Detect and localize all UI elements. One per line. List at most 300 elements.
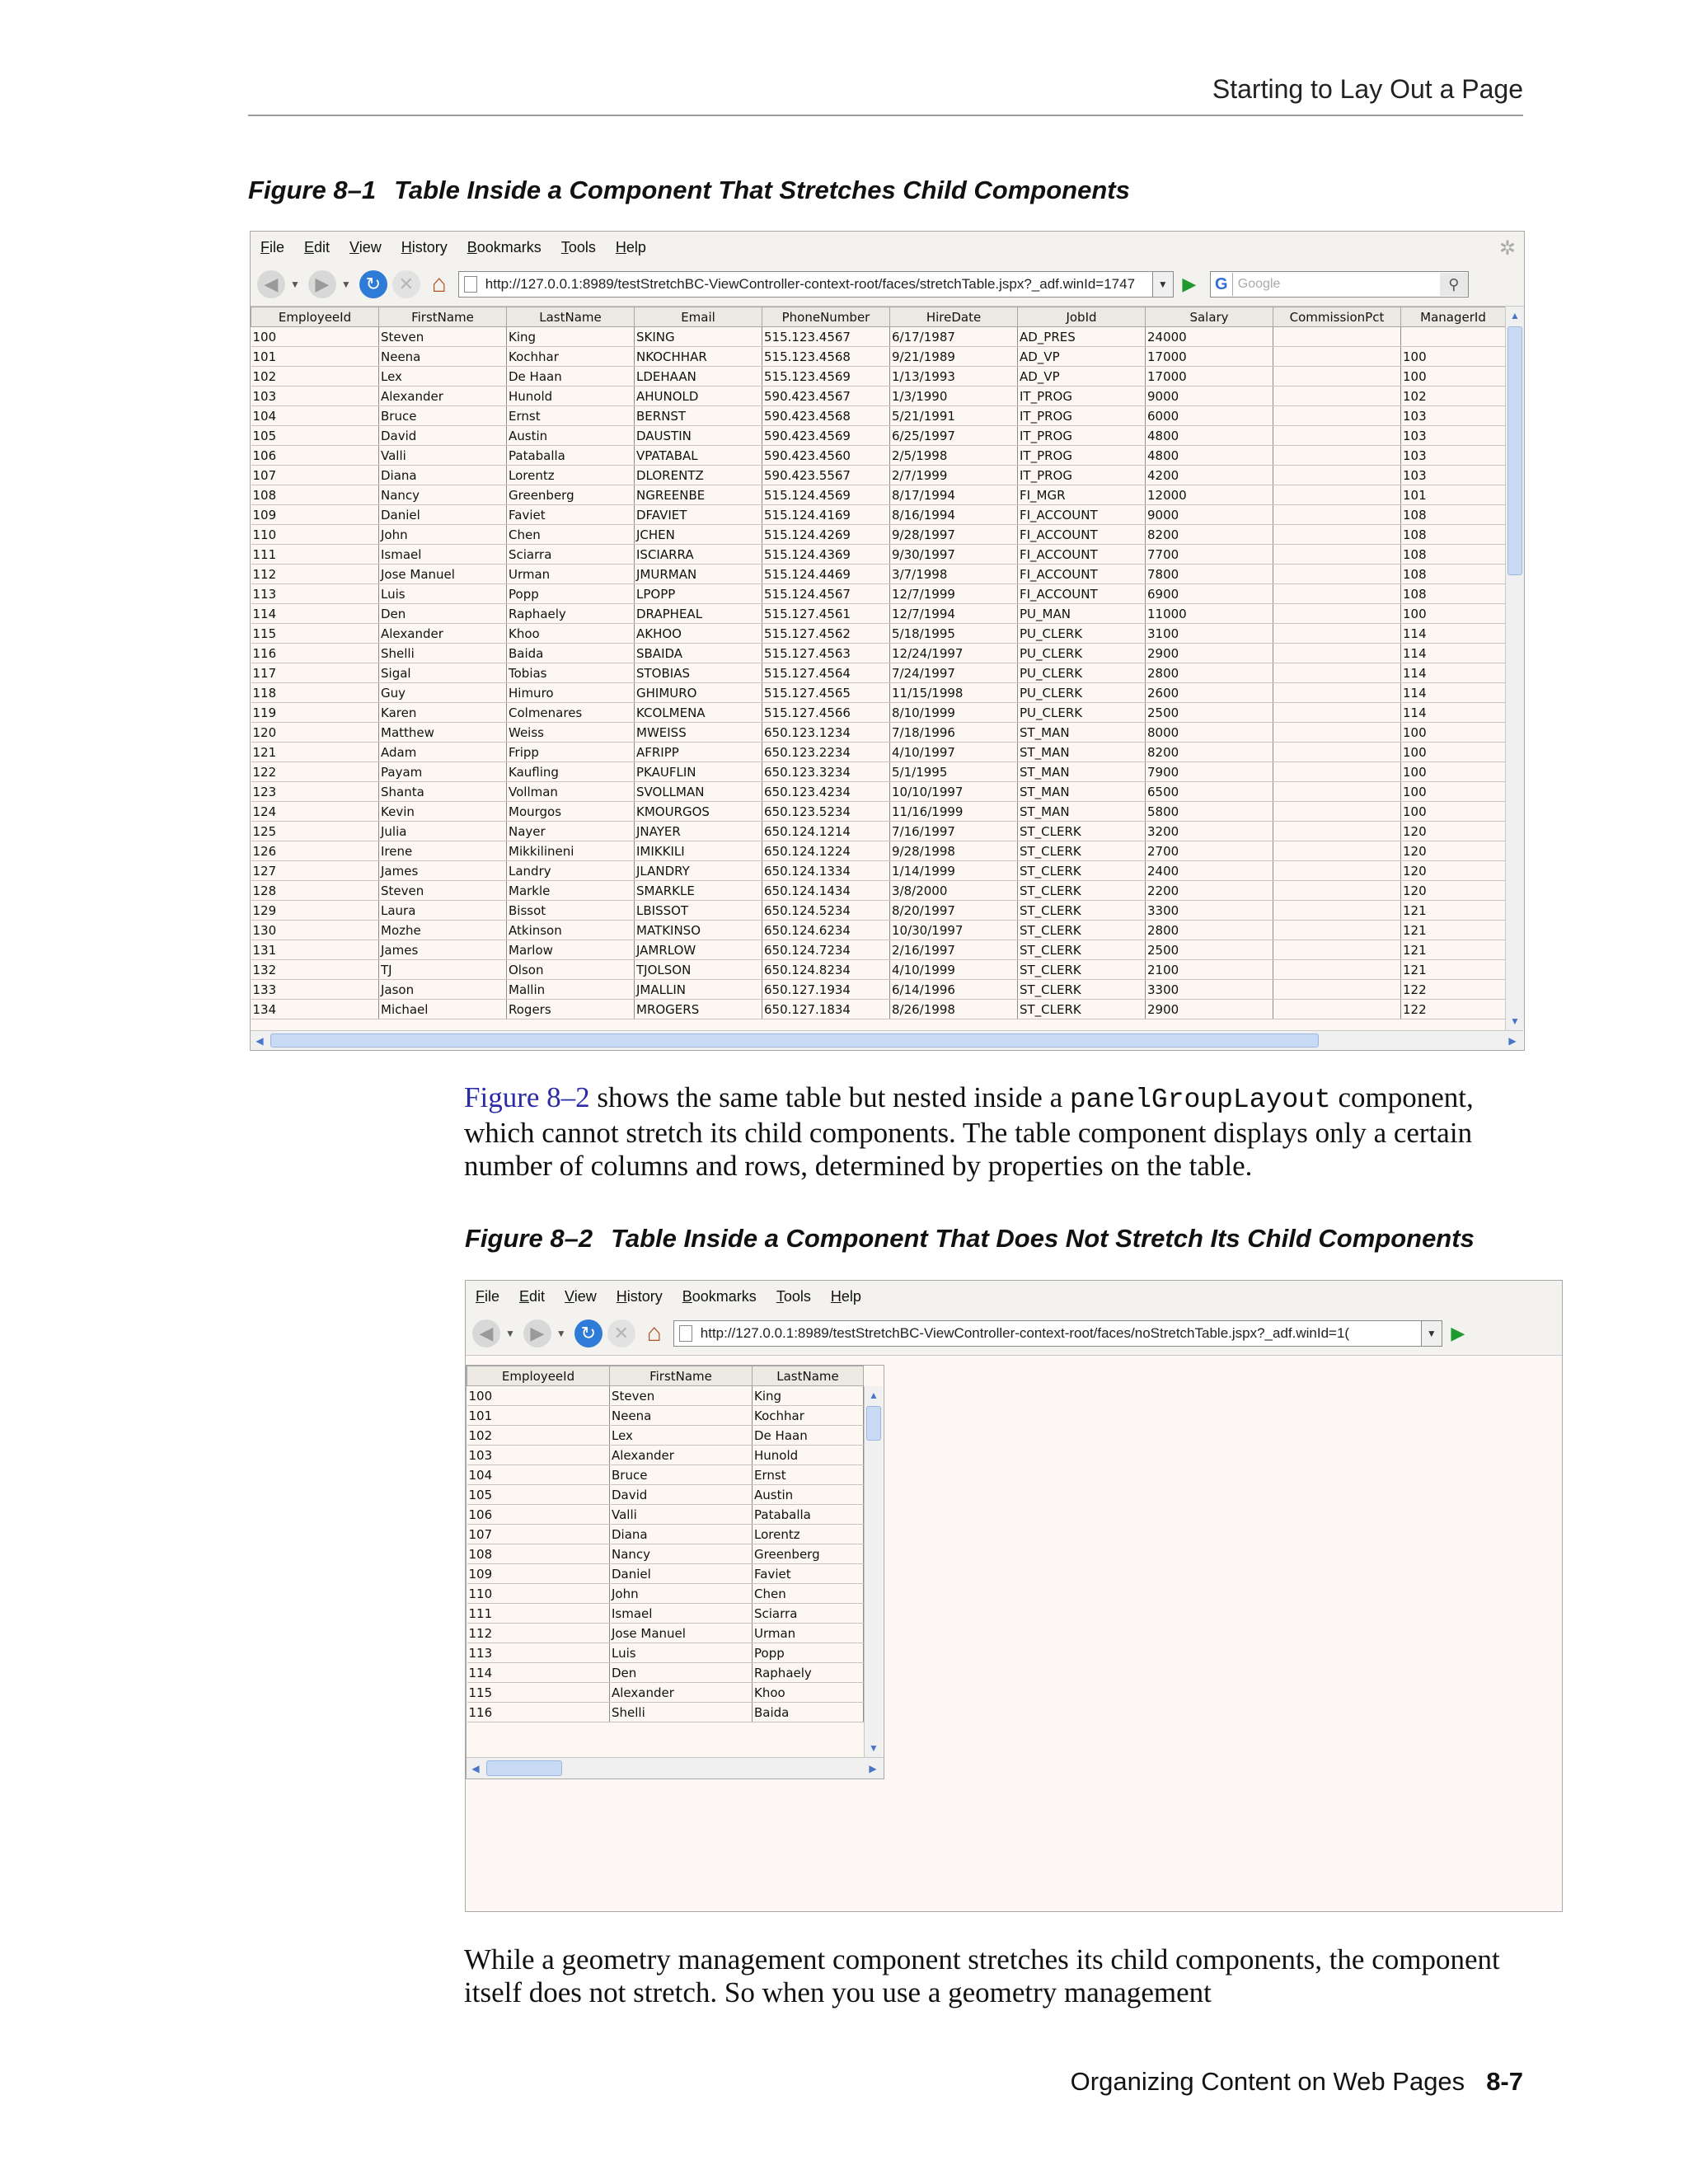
table-row[interactable] [251, 406, 1506, 426]
table-cell: 123 [251, 782, 379, 802]
google-search-engine-icon[interactable]: G [1211, 273, 1233, 296]
table-cell: 1/14/1999 [890, 861, 1018, 881]
table-cell: Raphaely [507, 604, 635, 624]
scroll-left-icon[interactable]: ◀ [471, 1762, 480, 1774]
table-cell: 515.123.4568 [762, 347, 890, 367]
table-cell: Greenberg [753, 1544, 864, 1564]
back-history-dropdown-icon[interactable]: ▼ [505, 1328, 515, 1339]
menu-file[interactable]: File [476, 1287, 500, 1305]
table-cell: Nancy [610, 1544, 753, 1564]
back-history-dropdown-icon[interactable]: ▼ [290, 279, 300, 290]
table-row[interactable] [251, 683, 1506, 703]
table-cell: 8/17/1994 [890, 485, 1018, 505]
column-header[interactable]: EmployeeId [467, 1366, 610, 1386]
table-row[interactable] [251, 861, 1506, 881]
table-row[interactable] [467, 1426, 864, 1446]
table-cell [1273, 426, 1401, 446]
table-row[interactable] [251, 822, 1506, 841]
table-cell: 121 [1401, 901, 1506, 921]
table-cell: John [379, 525, 507, 545]
table-cell: SMARKLE [635, 881, 762, 901]
vertical-scroll-thumb[interactable] [866, 1406, 881, 1441]
table-cell: 6000 [1146, 406, 1273, 426]
table-cell: John [610, 1584, 753, 1604]
table-cell: Faviet [507, 505, 635, 525]
table-cell: PU_MAN [1018, 604, 1146, 624]
table-row[interactable] [467, 1683, 864, 1703]
table-cell: 515.127.4563 [762, 644, 890, 663]
figure-title: Table Inside a Component That Does Not Stretch Its Child Components [611, 1224, 1475, 1253]
table-row[interactable] [467, 1525, 864, 1544]
table-cell: 7/24/1997 [890, 663, 1018, 683]
table-row[interactable] [251, 723, 1506, 743]
column-header[interactable]: Salary [1146, 307, 1273, 327]
table-cell [1273, 822, 1401, 841]
table-cell: 4800 [1146, 446, 1273, 466]
table-cell: 117 [251, 663, 379, 683]
horizontal-scroll-thumb[interactable] [486, 1760, 562, 1776]
table-row[interactable] [251, 565, 1506, 584]
table-cell [1273, 525, 1401, 545]
table-cell: Kaufling [507, 762, 635, 782]
table-row[interactable] [251, 426, 1506, 446]
table-cell: Laura [379, 901, 507, 921]
table-cell: 130 [251, 921, 379, 940]
reload-icon[interactable]: ↻ [359, 270, 387, 298]
table-cell: TJOLSON [635, 960, 762, 980]
table-cell: STOBIAS [635, 663, 762, 683]
table-cell: 9/28/1997 [890, 525, 1018, 545]
table-cell [1273, 584, 1401, 604]
table-row[interactable] [251, 782, 1506, 802]
paragraph-text: component, which cannot stretch its child components. The table component displays only a certain number of columns and rows, determined by properties on the table. [464, 1081, 1474, 1182]
table-header-row [467, 1366, 864, 1386]
table-cell: Diana [379, 466, 507, 485]
table-cell: Den [610, 1663, 753, 1683]
column-header[interactable]: FirstName [379, 307, 507, 327]
table-cell: FI_ACCOUNT [1018, 565, 1146, 584]
menu-file[interactable]: File [260, 238, 285, 255]
table-cell: 4/10/1997 [890, 743, 1018, 762]
table-row[interactable] [467, 1663, 864, 1683]
table-cell: Steven [379, 327, 507, 347]
table-cell: AD_VP [1018, 347, 1146, 367]
table-row[interactable] [251, 525, 1506, 545]
column-header[interactable]: LastName [753, 1366, 864, 1386]
stop-icon[interactable]: ✕ [392, 270, 420, 298]
back-arrow-icon[interactable]: ◀ [472, 1319, 500, 1347]
table-cell: 515.124.4169 [762, 505, 890, 525]
table-cell: 2800 [1146, 921, 1273, 940]
address-dropdown-icon[interactable]: ▼ [1422, 1320, 1442, 1347]
home-icon[interactable]: ⌂ [431, 270, 447, 298]
table-cell: 100 [1401, 347, 1506, 367]
table-cell: 590.423.4560 [762, 446, 890, 466]
table-cell: Neena [610, 1406, 753, 1426]
vertical-scrollbar[interactable] [864, 1386, 883, 1757]
table-cell: Lorentz [507, 466, 635, 485]
table-row[interactable] [251, 901, 1506, 921]
table-cell: 126 [251, 841, 379, 861]
table-cell: 104 [467, 1465, 610, 1485]
table-cell: Mourgos [507, 802, 635, 822]
table-row[interactable] [467, 1703, 864, 1722]
menu-tools[interactable]: Tools [560, 238, 596, 255]
menu-tools[interactable]: Tools [776, 1287, 811, 1305]
forward-arrow-icon[interactable]: ▶ [523, 1319, 551, 1347]
home-icon[interactable]: ⌂ [646, 1319, 662, 1347]
table-cell: 2600 [1146, 683, 1273, 703]
horizontal-scrollbar[interactable] [251, 1030, 1523, 1050]
table-cell: Raphaely [753, 1663, 864, 1683]
table-row[interactable] [251, 367, 1506, 387]
table-cell: 5/21/1991 [890, 406, 1018, 426]
table-cell: 515.124.4369 [762, 545, 890, 565]
table-cell: Steven [379, 881, 507, 901]
table-cell: 107 [467, 1525, 610, 1544]
table-cell: ST_CLERK [1018, 940, 1146, 960]
table-cell: 650.123.2234 [762, 743, 890, 762]
table-cell: 120 [251, 723, 379, 743]
table-cell: 10/30/1997 [890, 921, 1018, 940]
inline-code: panelGroupLayout [1069, 1085, 1331, 1115]
table-cell: Jose Manuel [610, 1624, 753, 1643]
table-cell: Sciarra [507, 545, 635, 565]
table-cell: IT_PROG [1018, 466, 1146, 485]
search-box[interactable] [1210, 271, 1469, 298]
reload-icon[interactable]: ↻ [574, 1319, 603, 1347]
address-bar[interactable] [673, 1320, 1422, 1347]
table-cell: 5/1/1995 [890, 762, 1018, 782]
table-cell: 515.127.4561 [762, 604, 890, 624]
table-cell: NGREENBE [635, 485, 762, 505]
table-cell: 2400 [1146, 861, 1273, 881]
table-cell: Daniel [379, 505, 507, 525]
table-cell: ST_CLERK [1018, 921, 1146, 940]
table-cell: ST_CLERK [1018, 841, 1146, 861]
address-bar[interactable] [458, 271, 1153, 298]
table-cell: King [507, 327, 635, 347]
table-cell: Shelli [610, 1703, 753, 1722]
table-cell: LBISSOT [635, 901, 762, 921]
figure-cross-reference[interactable]: Figure 8–2 [464, 1081, 590, 1113]
figure-caption [248, 176, 1130, 205]
table-row[interactable] [251, 663, 1506, 683]
table-cell: 114 [467, 1663, 610, 1683]
table-cell: Mallin [507, 980, 635, 1000]
table-cell: Popp [753, 1643, 864, 1663]
table-cell: 3300 [1146, 980, 1273, 1000]
table-cell: Lex [379, 367, 507, 387]
table-cell: AFRIPP [635, 743, 762, 762]
table-cell: JMURMAN [635, 565, 762, 584]
table-cell: 120 [1401, 822, 1506, 841]
table-cell: Adam [379, 743, 507, 762]
table-cell [1273, 703, 1401, 723]
table-cell: 515.123.4569 [762, 367, 890, 387]
table-cell: Hunold [753, 1446, 864, 1465]
table-cell: Baida [753, 1703, 864, 1722]
table-row[interactable] [251, 841, 1506, 861]
table-cell [1273, 663, 1401, 683]
table-row[interactable] [251, 545, 1506, 565]
table-row[interactable] [467, 1465, 864, 1485]
table-row[interactable] [467, 1446, 864, 1465]
table-cell: 3300 [1146, 901, 1273, 921]
column-header[interactable]: CommissionPct [1273, 307, 1401, 327]
address-url: http://127.0.0.1:8989/testStretchBC-ViewController-context-root/faces/stretchTable.jspx?_adf.winId=1747 [485, 276, 1136, 292]
table-cell: Himuro [507, 683, 635, 703]
table-cell: Julia [379, 822, 507, 841]
table-cell: Payam [379, 762, 507, 782]
table-cell: 2800 [1146, 663, 1273, 683]
table-row[interactable] [251, 466, 1506, 485]
menu-bookmarks[interactable]: Bookmarks [467, 238, 542, 255]
table-cell: 4/10/1999 [890, 960, 1018, 980]
table-cell: Alexander [379, 624, 507, 644]
scroll-left-icon[interactable]: ◀ [256, 1034, 264, 1047]
table-cell: Bruce [610, 1465, 753, 1485]
table-cell: 17000 [1146, 367, 1273, 387]
table-cell: 104 [251, 406, 379, 426]
table-cell [1273, 327, 1401, 347]
scroll-right-icon[interactable]: ▶ [869, 1762, 877, 1774]
table-cell: Kevin [379, 802, 507, 822]
table-row[interactable] [251, 743, 1506, 762]
table-cell: 2500 [1146, 703, 1273, 723]
menu-history[interactable]: History [401, 238, 448, 255]
table-cell: FI_ACCOUNT [1018, 584, 1146, 604]
table-cell: Steven [610, 1386, 753, 1406]
table-row[interactable] [251, 762, 1506, 782]
column-header[interactable]: ManagerId [1401, 307, 1506, 327]
table-row[interactable] [467, 1485, 864, 1505]
table-cell: 110 [251, 525, 379, 545]
figure-label: Figure 8–2 [465, 1224, 593, 1253]
scroll-up-icon[interactable]: ▲ [869, 1390, 879, 1401]
table-cell: Colmenares [507, 703, 635, 723]
table-row[interactable] [467, 1624, 864, 1643]
table-cell: 105 [467, 1485, 610, 1505]
table-cell [1273, 1000, 1401, 1019]
table-cell: 1/3/1990 [890, 387, 1018, 406]
table-cell: Urman [507, 565, 635, 584]
search-icon[interactable]: ⚲ [1440, 273, 1468, 296]
table-cell: 114 [251, 604, 379, 624]
table-cell: 2900 [1146, 1000, 1273, 1019]
table-body [251, 327, 1506, 1019]
back-arrow-icon[interactable]: ◀ [257, 270, 285, 298]
scroll-right-icon[interactable]: ▶ [1508, 1034, 1517, 1047]
table-row[interactable] [467, 1505, 864, 1525]
table-cell: 650.124.7234 [762, 940, 890, 960]
table-cell: JLANDRY [635, 861, 762, 881]
table-cell: FI_MGR [1018, 485, 1146, 505]
address-url: http://127.0.0.1:8989/testStretchBC-ViewController-context-root/faces/noStretchTable.jspx?_adf.winId=1( [700, 1325, 1350, 1341]
browser-menu-bar [251, 232, 1524, 263]
table-cell: 102 [251, 367, 379, 387]
table-cell: 650.123.3234 [762, 762, 890, 782]
column-header[interactable]: Email [635, 307, 762, 327]
table-cell: 115 [251, 624, 379, 644]
column-header[interactable]: JobId [1018, 307, 1146, 327]
table-cell: 4200 [1146, 466, 1273, 485]
forward-arrow-icon[interactable]: ▶ [308, 270, 336, 298]
table-cell: Jason [379, 980, 507, 1000]
table-cell: 11/16/1999 [890, 802, 1018, 822]
table-cell: 2500 [1146, 940, 1273, 960]
table-row[interactable] [251, 347, 1506, 367]
table-cell: 100 [1401, 762, 1506, 782]
table-row[interactable] [251, 881, 1506, 901]
table-row[interactable] [251, 505, 1506, 525]
menu-edit[interactable]: Edit [304, 238, 331, 255]
table-body [467, 1386, 864, 1722]
table-cell: 109 [251, 505, 379, 525]
go-arrow-icon[interactable]: ▶ [1451, 1323, 1465, 1343]
table-cell: Den [379, 604, 507, 624]
table-cell: 103 [1401, 406, 1506, 426]
column-header[interactable]: EmployeeId [251, 307, 379, 327]
table-row[interactable] [251, 387, 1506, 406]
table-cell: Chen [507, 525, 635, 545]
table-row[interactable] [251, 940, 1506, 960]
scroll-down-icon[interactable]: ▼ [869, 1742, 879, 1754]
table-cell [1273, 367, 1401, 387]
figure-caption [465, 1224, 1475, 1254]
table-cell: PU_CLERK [1018, 624, 1146, 644]
table-cell: Faviet [753, 1564, 864, 1584]
menu-edit[interactable]: Edit [519, 1287, 546, 1305]
table-cell: Fripp [507, 743, 635, 762]
table-row[interactable] [467, 1406, 864, 1426]
table-row[interactable] [467, 1386, 864, 1406]
table-cell: 103 [251, 387, 379, 406]
address-dropdown-icon[interactable]: ▼ [1153, 271, 1174, 298]
table-cell: LPOPP [635, 584, 762, 604]
table-row[interactable] [251, 604, 1506, 624]
table-row[interactable] [251, 644, 1506, 663]
table-cell [1273, 485, 1401, 505]
table-row[interactable] [251, 921, 1506, 940]
table-cell: PU_CLERK [1018, 644, 1146, 663]
table-cell: 109 [467, 1564, 610, 1584]
table-cell: ST_MAN [1018, 782, 1146, 802]
menu-history[interactable]: History [616, 1287, 663, 1305]
table-cell: Alexander [379, 387, 507, 406]
table-cell: 8/26/1998 [890, 1000, 1018, 1019]
table-row[interactable] [251, 446, 1506, 466]
table-cell: Michael [379, 1000, 507, 1019]
page-footer [1071, 2067, 1523, 2097]
vertical-scroll-thumb[interactable] [1507, 326, 1522, 575]
table-cell: 11/15/1998 [890, 683, 1018, 703]
table-row[interactable] [251, 980, 1506, 1000]
table-row[interactable] [251, 584, 1506, 604]
table-row[interactable] [251, 624, 1506, 644]
table-cell: 121 [1401, 960, 1506, 980]
table-cell: 106 [251, 446, 379, 466]
forward-history-dropdown-icon[interactable]: ▼ [556, 1328, 566, 1339]
table-row[interactable] [251, 960, 1506, 980]
scroll-up-icon[interactable]: ▲ [1510, 310, 1520, 321]
table-cell: Shanta [379, 782, 507, 802]
forward-history-dropdown-icon[interactable]: ▼ [340, 279, 351, 290]
table-row[interactable] [251, 802, 1506, 822]
vertical-scrollbar[interactable] [1505, 307, 1524, 1030]
table-cell: 3/8/2000 [890, 881, 1018, 901]
table-cell: 112 [251, 565, 379, 584]
table-cell: 108 [1401, 545, 1506, 565]
go-arrow-icon[interactable]: ▶ [1182, 274, 1197, 294]
column-header[interactable]: FirstName [610, 1366, 753, 1386]
table-row[interactable] [467, 1604, 864, 1624]
table-cell: JCHEN [635, 525, 762, 545]
column-header[interactable]: HireDate [890, 307, 1018, 327]
horizontal-scroll-thumb[interactable] [270, 1033, 1319, 1047]
table-row[interactable] [251, 485, 1506, 505]
table-cell: 103 [1401, 426, 1506, 446]
table-cell: BERNST [635, 406, 762, 426]
table-cell: 103 [1401, 446, 1506, 466]
table-cell: Bissot [507, 901, 635, 921]
table-row[interactable] [467, 1643, 864, 1663]
table-cell: 3100 [1146, 624, 1273, 644]
table-cell: 590.423.4569 [762, 426, 890, 446]
table-row[interactable] [251, 327, 1506, 347]
table-row[interactable] [251, 703, 1506, 723]
menu-view[interactable]: View [349, 238, 382, 255]
table-cell: Khoo [507, 624, 635, 644]
menu-view[interactable]: View [565, 1287, 597, 1305]
table-cell [1273, 762, 1401, 782]
table-cell: KMOURGOS [635, 802, 762, 822]
table-cell: 107 [251, 466, 379, 485]
table-cell: 8/16/1994 [890, 505, 1018, 525]
browser-window-stretch [250, 231, 1525, 1051]
table-cell: 113 [467, 1643, 610, 1663]
column-header[interactable]: LastName [507, 307, 635, 327]
stop-icon[interactable]: ✕ [607, 1319, 635, 1347]
menu-bookmarks[interactable]: Bookmarks [682, 1287, 757, 1305]
menu-help[interactable]: Help [830, 1287, 861, 1305]
employee-table [467, 1366, 864, 1722]
figure-title: Table Inside a Component That Stretches Child Components [394, 176, 1130, 204]
menu-help[interactable]: Help [615, 238, 646, 255]
table-cell: 124 [251, 802, 379, 822]
table-cell [1273, 545, 1401, 565]
table-cell: 127 [251, 861, 379, 881]
table-cell: 128 [251, 881, 379, 901]
table-cell: 515.124.4569 [762, 485, 890, 505]
scroll-down-icon[interactable]: ▼ [1510, 1015, 1520, 1027]
table-cell: 650.124.1334 [762, 861, 890, 881]
horizontal-scrollbar[interactable] [467, 1757, 884, 1779]
table-cell: Khoo [753, 1683, 864, 1703]
body-paragraph [464, 1081, 1536, 1183]
table-row[interactable] [467, 1564, 864, 1584]
browser-chrome [466, 1281, 1562, 1356]
column-header[interactable]: PhoneNumber [762, 307, 890, 327]
table-row[interactable] [467, 1544, 864, 1564]
table-row[interactable] [251, 1000, 1506, 1019]
table-cell: 17000 [1146, 347, 1273, 367]
table-cell: 6/14/1996 [890, 980, 1018, 1000]
table-cell: Ismael [379, 545, 507, 565]
table-cell: 515.127.4564 [762, 663, 890, 683]
table-cell [1273, 347, 1401, 367]
table-row[interactable] [467, 1584, 864, 1604]
